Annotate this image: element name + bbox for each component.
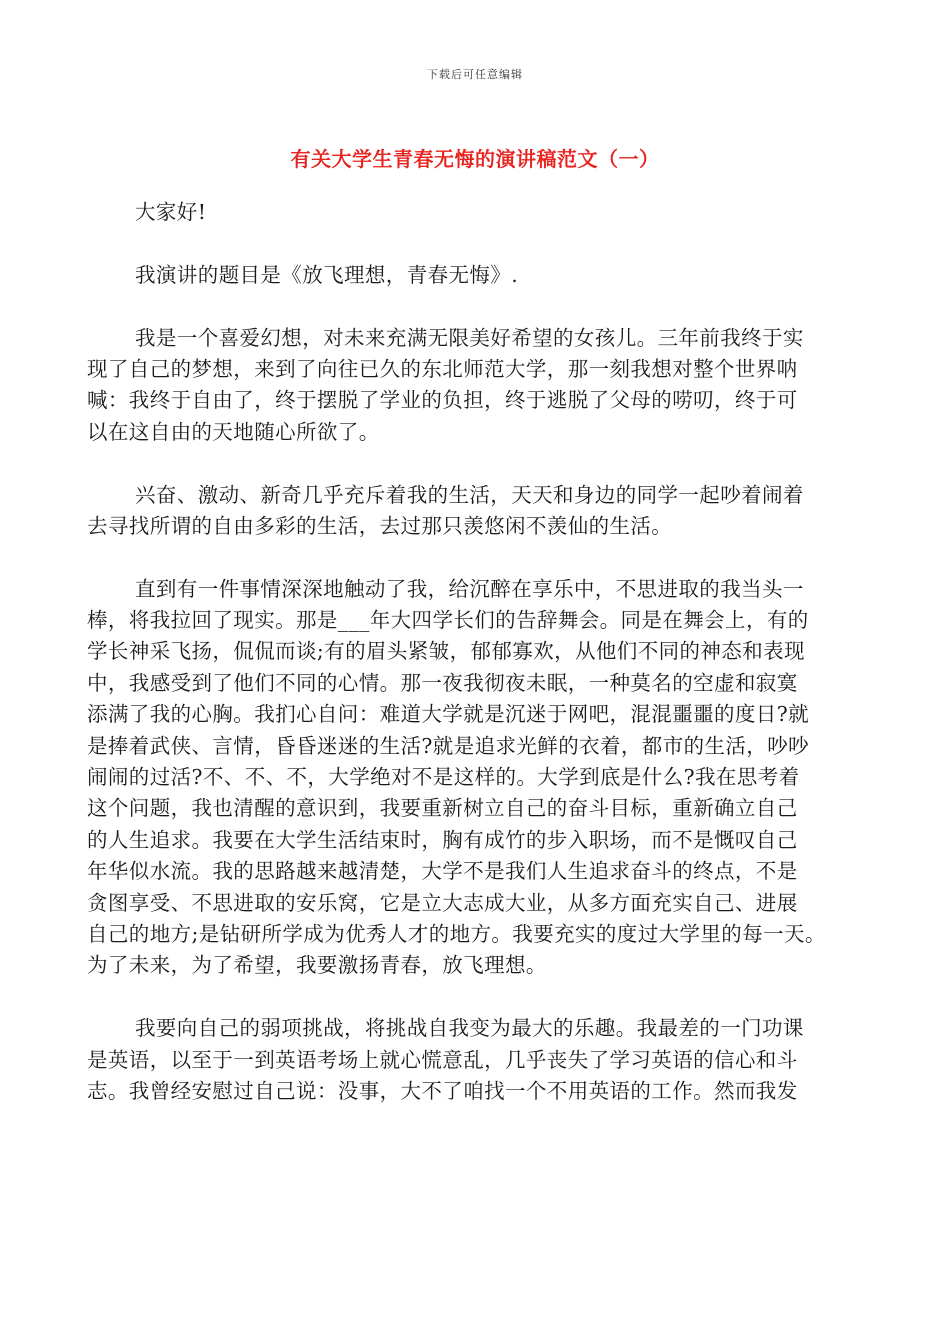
paragraph <box>87 1013 867 1107</box>
paragraph-gap <box>87 982 867 1013</box>
text-line: 的人生追求。我要在大学生活结束时，胸有成竹的步入职场，而不是慨叹自己 <box>87 827 798 852</box>
text-line: 学长神采飞扬，侃侃而谈;有的眉头紧皱，郁郁寡欢，从他们不同的神态和表现 <box>87 639 805 664</box>
paragraph-gap <box>87 228 867 259</box>
text-line: 以在这自由的天地随心所欲了。 <box>87 419 380 444</box>
text-line: 贪图享受、不思进取的安乐窝，它是立大志成大业，从多方面充实自己、进展 <box>87 890 798 915</box>
paragraph-gap <box>87 542 867 573</box>
text-line: 棒，将我拉回了现实。那是___年大四学长们的告辞舞会。同是在舞会上，有的 <box>87 608 809 633</box>
paragraph <box>87 480 867 543</box>
text-line: 是捧着武侠、言情，昏昏迷迷的生活?就是追求光鲜的衣着，都市的生活，吵吵 <box>87 733 809 758</box>
text-line: 大家好! <box>135 200 207 224</box>
header-note: 下载后可任意编辑 <box>427 68 523 81</box>
text-line: 去寻找所谓的自由多彩的生活，去过那只羡悠闲不羡仙的生活。 <box>87 513 673 538</box>
paragraph <box>87 197 867 228</box>
paragraph <box>87 323 867 449</box>
text-line: 这个问题，我也清醒的意识到，我要重新树立自己的奋斗目标，重新确立自己 <box>87 796 798 821</box>
text-line: 喊：我终于自由了，终于摆脱了学业的负担，终于逃脱了父母的唠叨，终于可 <box>87 388 798 413</box>
paragraph <box>87 574 867 982</box>
text-line: 现了自己的梦想，来到了向往已久的东北师范大学，那一刻我想对整个世界呐 <box>87 356 798 381</box>
text-line: 是英语，以至于一到英语考场上就心慌意乱，几乎丧失了学习英语的信心和斗 <box>87 1047 798 1072</box>
paragraph-gap <box>87 448 867 479</box>
text-line: 兴奋、激动、新奇几乎充斥着我的生活，天天和身边的同学一起吵着闹着 <box>135 482 804 507</box>
paragraph <box>87 260 867 291</box>
text-line: 年华似水流。我的思路越来越清楚，大学不是我们人生追求奋斗的终点，不是 <box>87 859 798 884</box>
text-line: 添满了我的心胸。我扪心自问：难道大学就是沉迷于网吧，混混噩噩的度日?就 <box>87 702 809 727</box>
document-title: 有关大学生青春无悔的演讲稿范文（一） <box>290 147 660 171</box>
text-line: 中，我感受到了他们不同的心情。那一夜我彻夜未眠，一种莫名的空虚和寂寞 <box>87 670 798 695</box>
text-line: 我演讲的题目是《放飞理想，青春无悔》. <box>135 262 519 287</box>
text-line: 为了未来，为了希望，我要激扬青春，放飞理想。 <box>87 953 547 978</box>
text-line: 直到有一件事情深深地触动了我，给沉醉在享乐中，不思进取的我当头一 <box>135 576 804 601</box>
text-line: 闹闹的过活?不、不、不，大学绝对不是这样的。大学到底是什么?我在思考着 <box>87 765 800 790</box>
text-line: 我是一个喜爱幻想，对未来充满无限美好希望的女孩儿。三年前我终于实 <box>135 325 804 350</box>
text-line: 志。我曾经安慰过自己说：没事，大不了咱找一个不用英语的工作。然而我发 <box>87 1078 798 1103</box>
text-line: 自己的地方;是钻研所学成为优秀人才的地方。我要充实的度过大学里的每一天。 <box>87 921 826 946</box>
text-line: 我要向自己的弱项挑战，将挑战自我变为最大的乐趣。我最差的一门功课 <box>135 1016 804 1041</box>
paragraph-gap <box>87 291 867 322</box>
document-body <box>87 197 867 1107</box>
